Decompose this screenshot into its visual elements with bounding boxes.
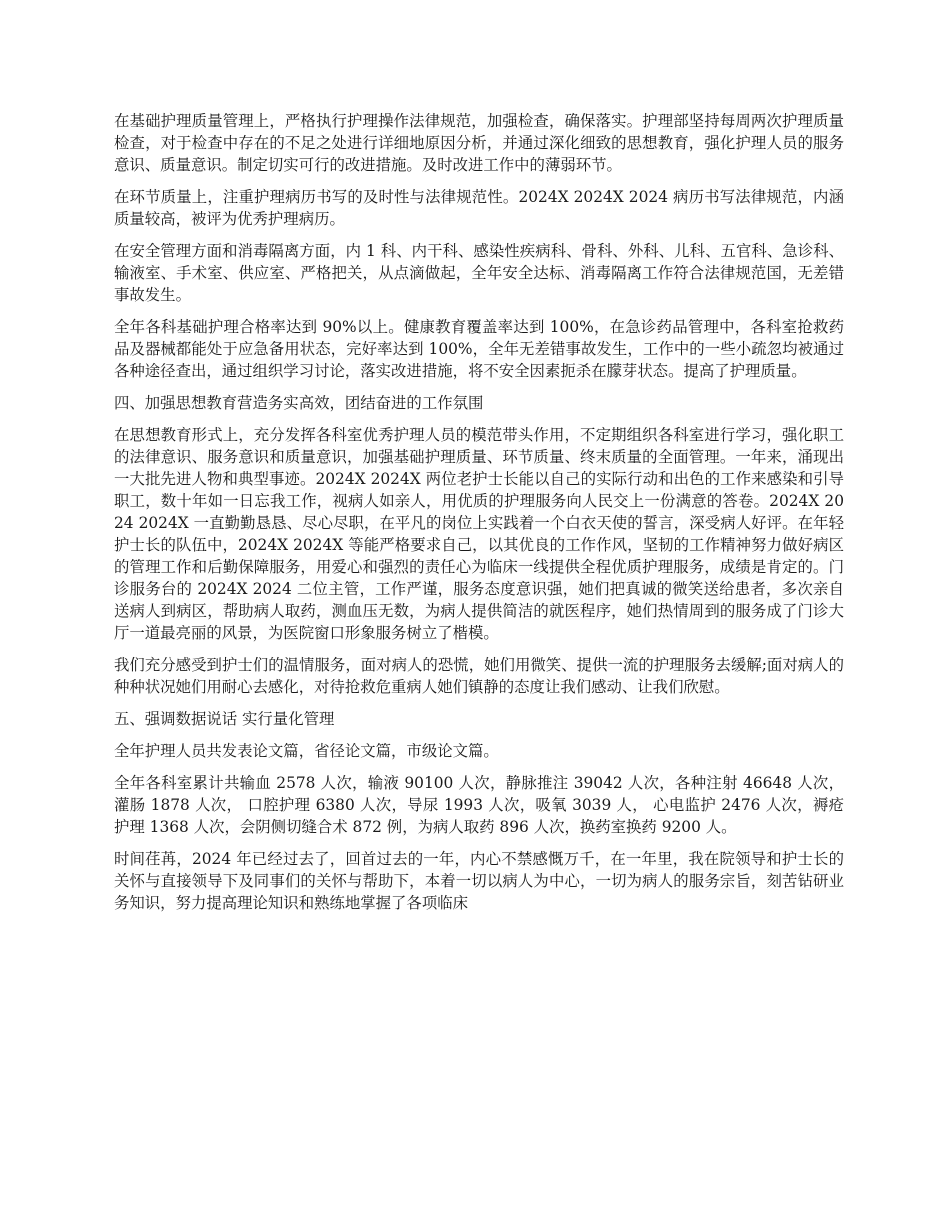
paragraph-link-quality: 在环节质量上，注重护理病历书写的及时性与法律规范性。2024X 2024X 2024 病历书写法律规范，内涵质量较高，被评为优秀护理病历。 [114, 188, 844, 228]
section-heading-5: 五、强调数据说话 实行量化管理 [114, 710, 335, 728]
section-heading-4: 四、加强思想教育营造务实高效，团结奋进的工作氛围 [114, 394, 484, 412]
paragraph-basic-nursing-quality: 在基础护理质量管理上，严格执行护理操作法律规范，加强检查，确保落实。护理部坚持每周两次护理质量检查，对于检查中存在的不足之处进行详细地原因分析，并通过深化细致的思想教育，强化护理人员的服务意识、质量意识。制定切实可行的改进措施。及时改进工作中的薄弱环节。 [114, 112, 844, 174]
paragraph-pass-rates: 全年各科基础护理合格率达到 90%以上。健康教育覆盖率达到 100%，在急诊药品管理中，各科室抢救药品及器械都能处于应急备用状态，完好率达到 100%，全年无差错事故发生，工作中的一些小疏忽均被通过各种途径查出，通过组织学习讨论，落实改进措施，将不安全因素扼杀在朦芽状态。提高了护理质量。 [114, 318, 844, 380]
paragraph-warm-service: 我们充分感受到护士们的温情服务，面对病人的恐慌，她们用微笑、提供一流的护理服务去缓解;面对病人的种种状况她们用耐心去感化，对待抢救危重病人她们镇静的态度让我们感动、让我们欣慰。 [114, 656, 844, 696]
paragraph-ideological-education: 在思想教育形式上，充分发挥各科室优秀护理人员的模范带头作用，不定期组织各科室进行学习，强化职工的法律意识、服务意识和质量意识，加强基础护理质量、环节质量、终末质量的全面管理。一年来，涌现出一大批先进人物和典型事迹。2024X 2024X 两位老护士长能以自己的实际行动和出色的工作来感染和引导职工，数十年如一日忘我工作，视病人如亲人，用优质的护理服务向人民交上一份满意的答卷。2024X 2024 2024X 一直勤勤恳恳、尽心尽职，在平凡的岗位上实践着一个白衣天使的誓言，深受病人好评。在年轻护士长的队伍中，2024X 2024X 等能严格要求自己，以其优良的工作作风，坚韧的工作精神努力做好病区的管理工作和后勤保障服务，用爱心和强烈的责任心为临床一线提供全程优质护理服务，成绩是肯定的。门诊服务台的 2024X 2024 二位主管，工作严谨，服务态度意识强，她们把真诚的微笑送给患者，多次亲自送病人到病区，帮助病人取药，测血压无数，为病人提供简洁的就医程序，她们热情周到的服务成了门诊大厅一道最亮丽的风景，为医院窗口形象服务树立了楷模。 [114, 426, 844, 642]
paragraph-safety-management: 在安全管理方面和消毒隔离方面，内 1 科、内干科、感染性疾病科、骨科、外科、儿科、五官科、急诊科、输液室、手术室、供应室、严格把关，从点滴做起，全年安全达标、消毒隔离工作符合法律规范国，无差错事故发生。 [114, 242, 844, 304]
document-page [114, 110, 844, 924]
paragraph-statistics: 全年各科室累计共输血 2578 人次，输液 90100 人次，静脉推注 39042 人次，各种注射 46648 人次，灌肠 1878 人次， 口腔护理 6380 人次，导尿 1993 人次，吸氧 3039 人， 心电监护 2476 人次，褥疮护理 1368 人次，会阴侧切缝合术 872 例，为病人取药 896 人次，换药室换药 9200 人。 [114, 774, 844, 836]
paragraph-year-review: 时间荏苒，2024 年已经过去了，回首过去的一年，内心不禁感慨万千，在一年里，我在院领导和护士长的关怀与直接领导下及同事们的关怀与帮助下，本着一切以病人为中心，一切为病人的服务宗旨，刻苦钻研业务知识，努力提高理论知识和熟练地掌握了各项临床 [114, 850, 844, 912]
paragraph-papers: 全年护理人员共发表论文篇，省径论文篇，市级论文篇。 [114, 742, 499, 760]
